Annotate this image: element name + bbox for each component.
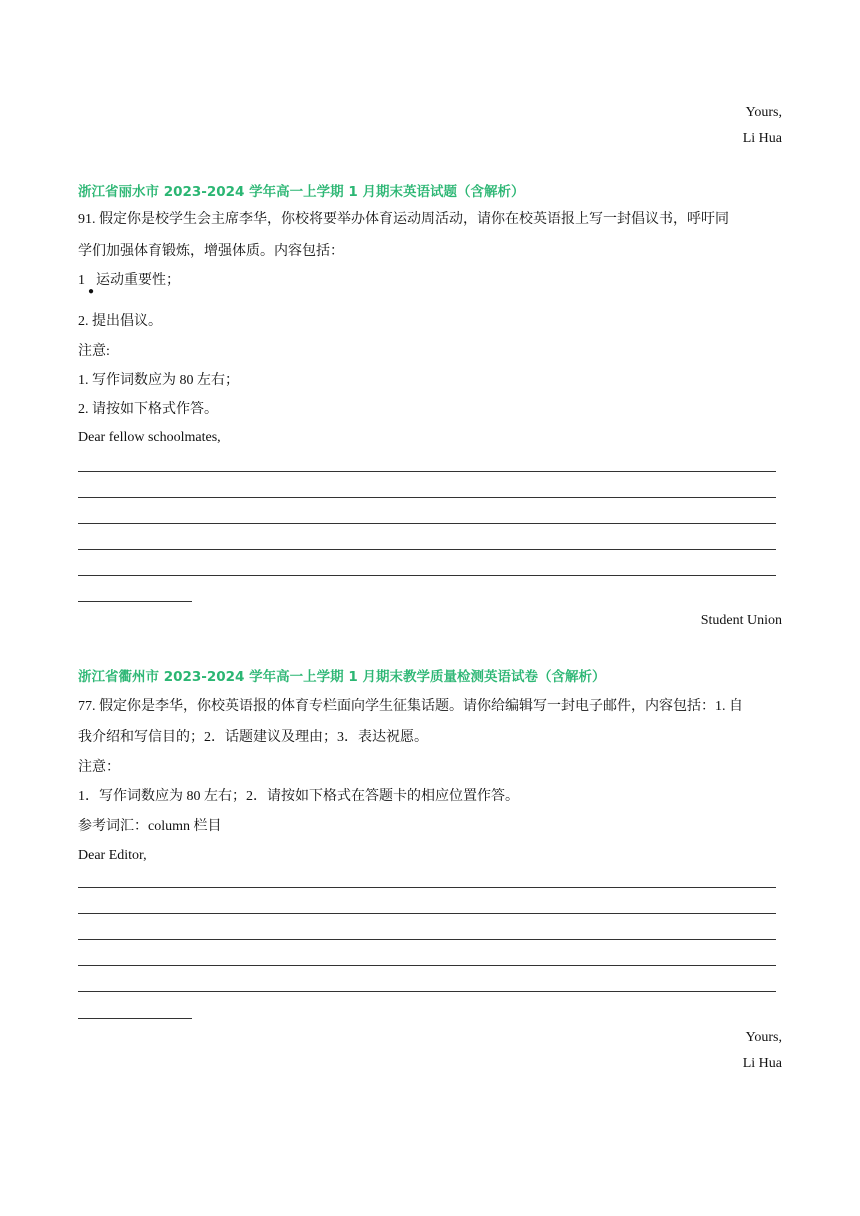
answer-line xyxy=(78,523,776,524)
answer-line xyxy=(78,601,192,602)
note-item: 1．写作词数应为 80 左右；2．请按如下格式在答题卡的相应位置作答。 xyxy=(78,789,519,804)
question-text: 学们加强体育锻炼，增强体质。内容包括： xyxy=(78,244,344,259)
vocab-hint: 参考词汇：column 栏目 xyxy=(78,819,222,834)
question-text: 77. 假定你是李华，你校英语报的体育专栏面向学生征集话题。请你给编辑写一封电子邮件，内容包括：1. 自 xyxy=(78,699,743,714)
signature-name: Li Hua xyxy=(742,1056,782,1071)
question-text: 我介绍和写信目的；2．话题建议及理由；3．表达祝愿。 xyxy=(78,730,428,745)
answer-line xyxy=(78,991,776,992)
closing-text: Yours, xyxy=(745,1030,782,1045)
list-item-number: 1 xyxy=(78,273,85,288)
note-label: 注意: xyxy=(78,344,110,359)
answer-line xyxy=(78,575,776,576)
signature: Student Union xyxy=(700,613,782,628)
note-label: 注意： xyxy=(78,760,120,775)
salutation: Dear fellow schoolmates, xyxy=(78,430,221,445)
section-source-title: 浙江省衢州市 2023-2024 学年高一上学期 1 月期末教学质量检测英语试卷（含解析） xyxy=(78,669,606,685)
section-source-title: 浙江省丽水市 2023-2024 学年高一上学期 1 月期末英语试题（含解析） xyxy=(78,184,525,200)
list-bullet: ● xyxy=(88,286,95,297)
closing-text: Yours, xyxy=(745,105,782,120)
note-item: 2. 请按如下格式作答。 xyxy=(78,402,218,417)
salutation: Dear Editor, xyxy=(78,848,147,863)
note-item: 1. 写作词数应为 80 左右； xyxy=(78,373,239,388)
answer-line xyxy=(78,549,776,550)
answer-line xyxy=(78,939,776,940)
answer-line xyxy=(78,913,776,914)
list-item-text: 运动重要性； xyxy=(96,273,180,288)
answer-line xyxy=(78,965,776,966)
answer-line xyxy=(78,887,776,888)
answer-line xyxy=(78,1018,192,1019)
signature-name: Li Hua xyxy=(742,131,782,146)
answer-line xyxy=(78,471,776,472)
question-text: 91. 假定你是校学生会主席李华，你校将要举办体育运动周活动，请你在校英语报上写一封倡议书，呼吁同 xyxy=(78,212,729,227)
answer-line xyxy=(78,497,776,498)
list-item: 2. 提出倡议。 xyxy=(78,314,162,329)
